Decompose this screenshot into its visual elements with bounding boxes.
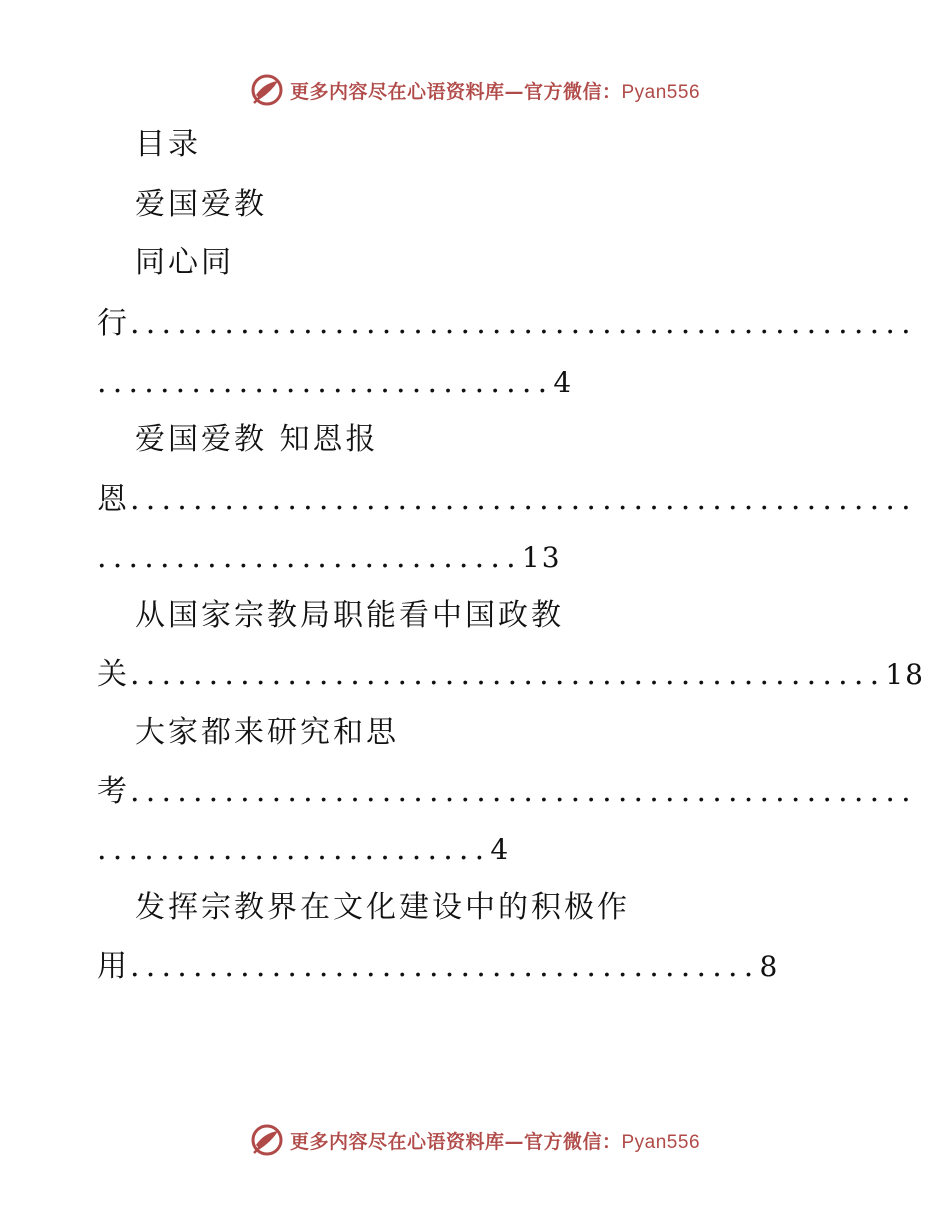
toc-entry-4-last-char: 考 [97,774,130,809]
toc-entry-4-title[interactable]: 大家都来研究和思 [135,715,399,750]
watermark-label: 更多内容尽在心语资料库—官方微信： [289,80,622,103]
toc-entry-1-leader[interactable] [97,304,917,344]
watermark-text [290,1127,700,1154]
dot-leader: ................................................ [130,657,886,692]
toc-entry-5-leader[interactable] [97,947,779,987]
toc-entry-2-title[interactable]: 爱国爱教 知恩报 [135,422,379,457]
header-watermark [0,70,950,110]
footer-watermark [0,1120,950,1160]
toc-entry-4-leader[interactable] [97,772,917,812]
toc-entry-2-leader-cont[interactable] [97,538,562,578]
toc-entry-3-last-char: 关 [97,657,130,692]
dot-leader: ............................. [97,365,554,400]
toc-entry-4-page: 4 [490,833,511,866]
dot-leader: .................................................. [130,774,917,809]
dot-leader: ........................................ [130,949,760,984]
watermark-wechat-id: Pyan556 [621,81,701,103]
toc-entry-1-leader-cont[interactable] [97,363,573,403]
toc-entry-1-title-cont[interactable]: 同心同 [135,245,234,280]
toc-entry-1-page: 4 [553,366,574,399]
pen-logo-icon [250,73,284,107]
dot-leader: ......................... [97,832,491,867]
pen-logo-icon [250,1123,284,1157]
toc-title: 目录 [135,127,201,162]
toc-entry-2-leader[interactable] [97,480,917,520]
dot-leader: ........................... [97,540,522,575]
toc-entry-1-title[interactable]: 爱国爱教 [135,187,267,222]
toc-entry-5-page: 8 [759,950,780,983]
toc-entry-3-title[interactable]: 从国家宗教局职能看中国政教 [135,598,564,633]
dot-leader: .................................................. [130,306,917,341]
watermark-text [290,77,700,104]
toc-entry-1-last-char: 行 [97,306,130,341]
toc-entry-2-page: 13 [521,541,562,574]
toc-entry-2-last-char: 恩 [97,482,130,517]
toc-entry-3-page: 18 [885,658,925,691]
watermark-label: 更多内容尽在心语资料库—官方微信： [289,1130,622,1153]
toc-entry-3-leader[interactable] [97,655,925,695]
toc-entry-5-last-char: 用 [97,949,130,984]
toc-entry-4-leader-cont[interactable] [97,830,510,870]
dot-leader: .................................................. [130,482,917,517]
toc-entry-5-title[interactable]: 发挥宗教界在文化建设中的积极作 [135,890,630,925]
watermark-wechat-id: Pyan556 [621,1131,701,1153]
